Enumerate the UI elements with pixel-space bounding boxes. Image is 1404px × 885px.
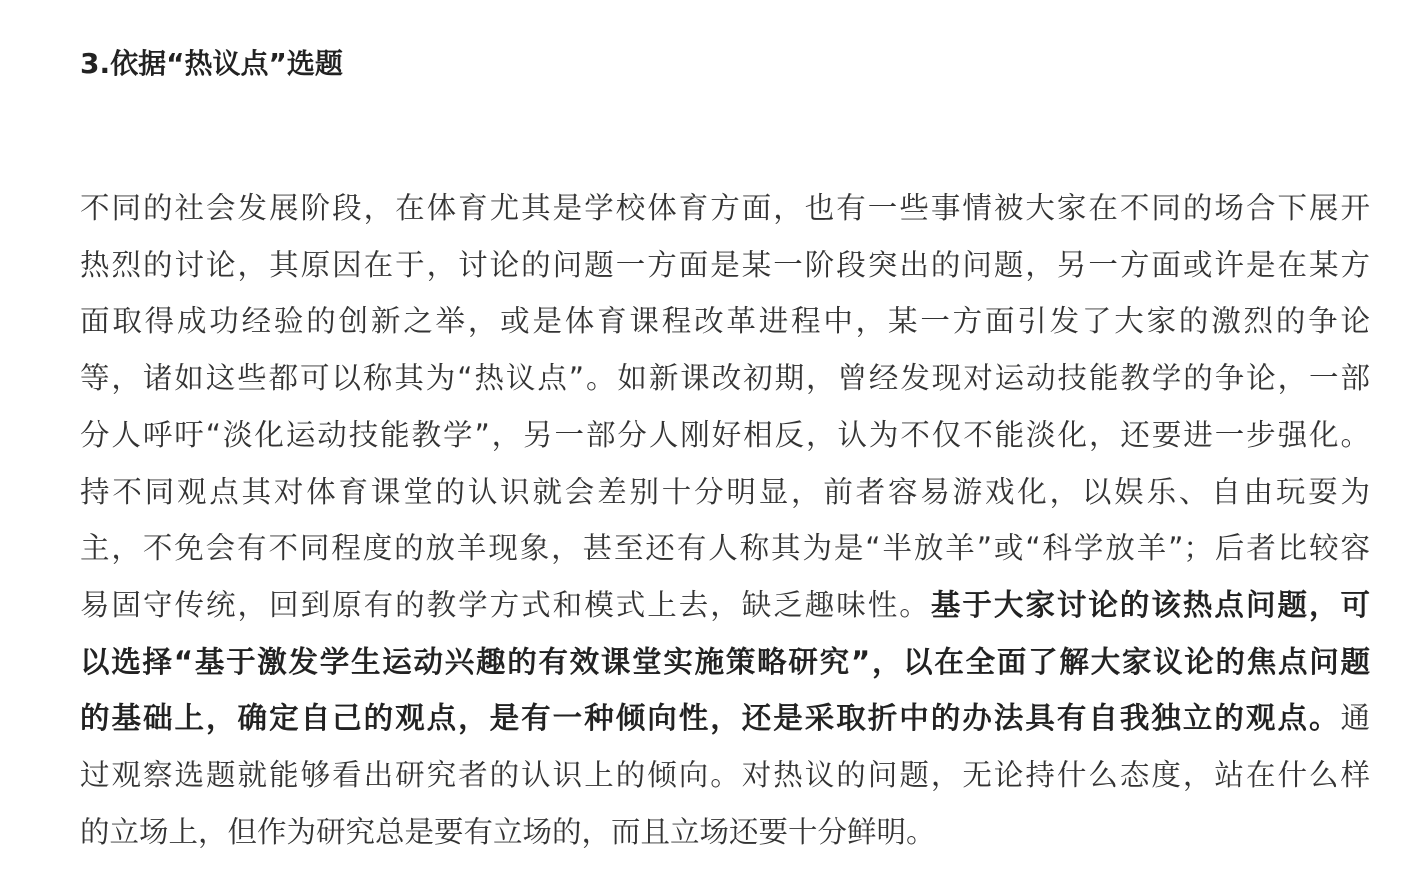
text-segment: 持不同观点其对体育课堂的认识就会差别十分明显，前者容易游戏化，以娱乐、自由玩耍为 <box>80 474 1370 509</box>
text-segment: 主，不免会有不同程度的放羊现象，甚至还有人称其为是“半放羊”或“科学放羊”；后者比较容 <box>80 531 1370 566</box>
text-segment: 分人呼吁“淡化运动技能教学”，另一部分人刚好相反，认为不仅不能淡化，还要进一步强化。 <box>80 417 1370 452</box>
paragraph-line <box>80 407 1370 464</box>
section-heading: 3.依据“热议点”选题 <box>80 47 343 80</box>
text-segment: 通 <box>1340 701 1370 736</box>
text-segment: 不同的社会发展阶段，在体育尤其是学校体育方面，也有一些事情被大家在不同的场合下展开 <box>80 191 1370 225</box>
text-segment: 等，诸如这些都可以称其为“热议点”。如新课改初期，曾经发现对运动技能教学的争论，一部 <box>80 361 1370 396</box>
paragraph-line <box>80 804 1370 861</box>
paragraph-line <box>80 520 1370 577</box>
paragraph-line <box>80 237 1370 294</box>
paragraph-line <box>80 350 1370 407</box>
paragraph-line <box>80 690 1370 747</box>
text-segment: 热烈的讨论，其原因在于，讨论的问题一方面是某一阶段突出的问题，另一方面或许是在某方 <box>80 247 1370 282</box>
article-paragraph <box>80 180 1370 860</box>
paragraph-line <box>80 464 1370 521</box>
bold-emphasis: 以选择“基于激发学生运动兴趣的有效课堂实施策略研究”，以在全面了解大家议论的焦点问题 <box>80 644 1370 679</box>
paragraph-line <box>80 180 1370 237</box>
text-segment: 面取得成功经验的创新之举，或是体育课程改革进程中，某一方面引发了大家的激烈的争论 <box>80 304 1370 339</box>
text-segment: 的立场上，但作为研究总是要有立场的，而且立场还要十分鲜明。 <box>80 814 936 849</box>
paragraph-line <box>80 747 1370 804</box>
paragraph-line <box>80 293 1370 350</box>
text-segment: 过观察选题就能够看出研究者的认识上的倾向。对热议的问题，无论持什么态度，站在什么样 <box>80 758 1370 793</box>
paragraph-line <box>80 634 1370 691</box>
bold-emphasis: 的基础上，确定自己的观点，是有一种倾向性，还是采取折中的办法具有自我独立的观点。 <box>80 701 1341 736</box>
paragraph-line <box>80 577 1370 634</box>
bold-emphasis: 基于大家讨论的该热点问题，可 <box>930 587 1370 622</box>
text-segment: 易固守传统，回到原有的教学方式和模式上去，缺乏趣味性。 <box>80 587 931 622</box>
